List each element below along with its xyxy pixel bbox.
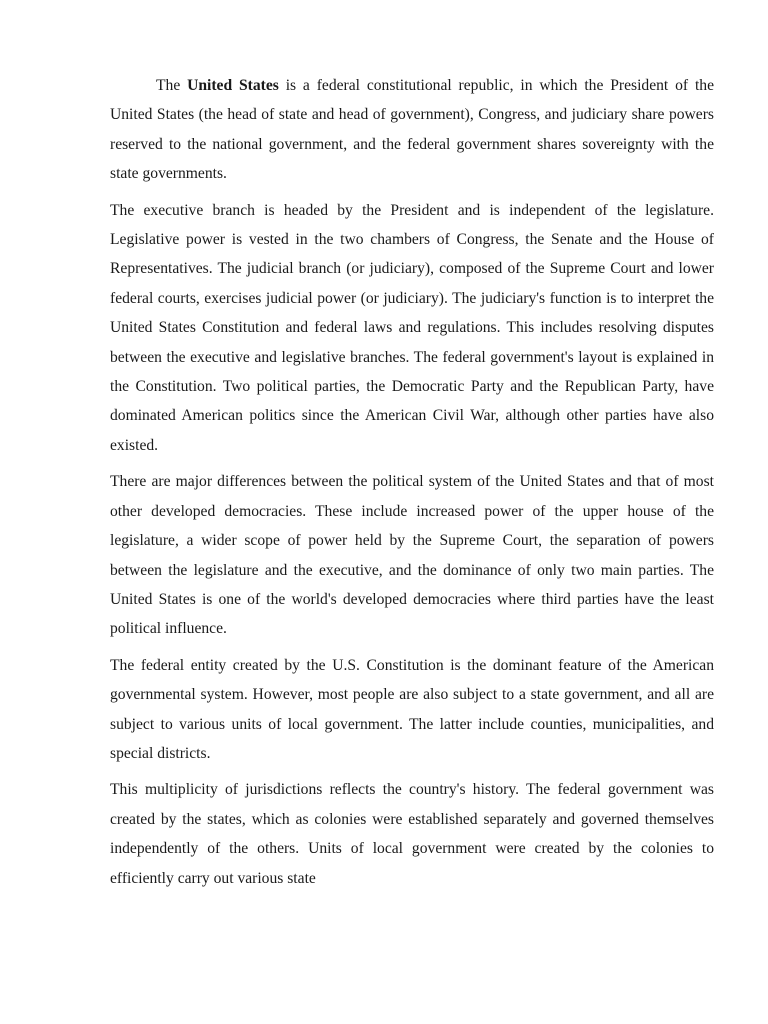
paragraph-1 (110, 71, 714, 189)
paragraph-4-text: The federal entity created by the U.S. Constitution is the dominant feature of the American governmental system. However, most people are also subject to a state government, and all are subject to various units of local government. The latter include counties, municipalities, and special districts. (110, 656, 714, 762)
paragraph-3-text: There are major differences between the political system of the United States and that of most other developed democracies. These include increased power of the upper house of the legislature, a wider scope of power held by the Supreme Court, the separation of powers between the legislature and the executive, and the dominance of only two main parties. The United States is one of the world's developed democracies where third parties have the least political influence. (110, 473, 714, 638)
paragraph-5 (110, 775, 714, 893)
paragraph-1-lead: The (156, 77, 188, 94)
paragraph-1-bold-term: United States (187, 77, 279, 94)
document-body (110, 71, 714, 900)
paragraph-1-text: is a federal constitutional republic, in which the President of the United States (the head of state and head of government), Congress, and judiciary share powers reserved to the national government, and the federal government shares sovereignty with the state governments. (110, 77, 714, 183)
paragraph-2-text: The executive branch is headed by the President and is independent of the legislature. Legislative power is vested in the two chambers of Congress, the Senate and the House of Representatives. The judicial branch (or judiciary), composed of the Supreme Court and lower federal courts, exercises judicial power (or judiciary). The judiciary's function is to interpret the United States Constitution and federal laws and regulations. This includes resolving disputes between the executive and legislative branches. The federal government's layout is explained in the Constitution. Two political parties, the Democratic Party and the Republican Party, have dominated American politics since the American Civil War, although other parties have also existed. (110, 201, 714, 454)
paragraph-3 (110, 467, 714, 643)
paragraph-5-text: This multiplicity of jurisdictions reflects the country's history. The federal government was created by the states, which as colonies were established separately and governed themselves independently of the others. Units of local government were created by the colonies to efficiently carry out various state (110, 781, 714, 887)
paragraph-2 (110, 196, 714, 461)
paragraph-4 (110, 651, 714, 769)
